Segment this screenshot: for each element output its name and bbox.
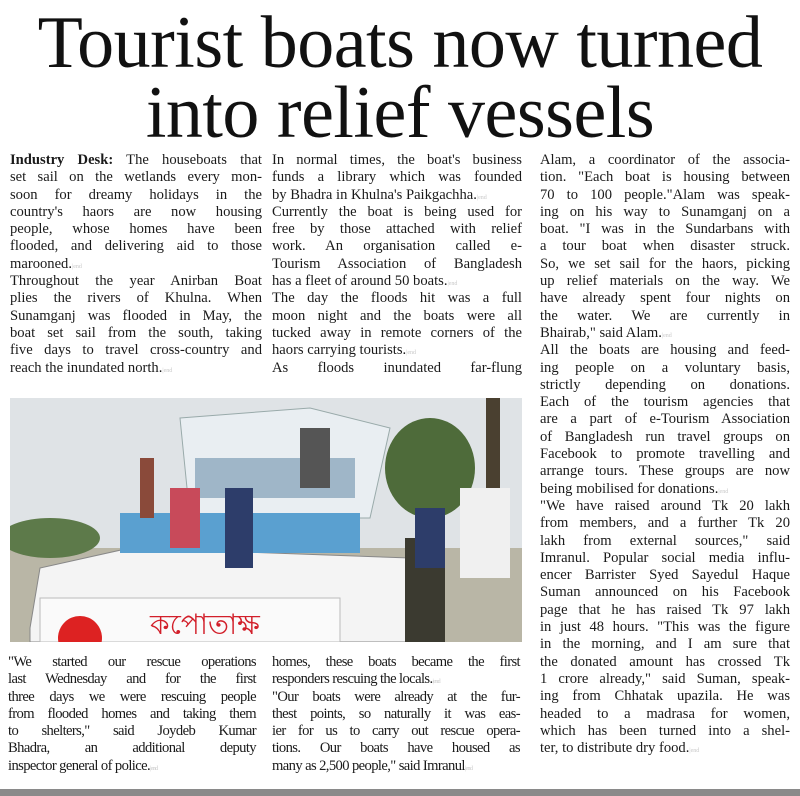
- text-line: boat. "I was in the Sundarbans with: [540, 221, 790, 238]
- text-line: "Our boats were already at the fur-: [272, 688, 520, 705]
- text-line: country's haors are now housing: [10, 203, 262, 220]
- text-line: So, we set sail for the haors, picking: [540, 255, 790, 272]
- paragraph-end-marker: |end: [150, 765, 158, 772]
- paragraph-end-marker: |end: [447, 281, 458, 288]
- text-line: Sunamganj was flooded in May, the: [10, 307, 262, 324]
- text-line: 1 crore already," said Suman, speak-: [540, 670, 790, 687]
- text-line: tions. Our boats have housed as: [272, 740, 520, 757]
- paragraph-end-marker: |end: [661, 332, 672, 339]
- text-line: ter, to distribute dry food.|end: [540, 740, 700, 757]
- news-photo-boat: [10, 398, 522, 642]
- text-line: Alam, a coordinator of the associa-: [540, 152, 790, 168]
- text-line: in just 48 hours. "This was the figure: [540, 619, 790, 636]
- text-line: are a part of e-Tourism Association: [540, 411, 790, 428]
- paragraph-end-marker: |end: [476, 194, 487, 201]
- text-line: The day the floods hit was a full: [272, 290, 522, 307]
- text-line: the water. We are currently in: [540, 307, 790, 324]
- text-line: ier for us to carry out rescue opera-: [272, 723, 520, 740]
- text-line: in the morning, and I am sure that: [540, 636, 790, 653]
- article-column-1: [10, 152, 262, 377]
- article-column-3: [540, 152, 790, 757]
- text-line: page that he has raised Tk 97 lakh: [540, 601, 790, 618]
- text-line: Bhairab," said Alam.|end: [540, 324, 672, 341]
- byline: Industry Desk:: [10, 152, 114, 168]
- text-line: As floods inundated far-flung: [272, 359, 522, 376]
- article-column-2-bottom: [272, 654, 520, 775]
- text-line: Throughout the year Anirban Boat: [10, 273, 262, 290]
- text-line: Suman announced on his Facebook: [540, 584, 790, 601]
- text-line: homes, these boats became the first: [272, 654, 520, 670]
- text-line: from flooded homes and taking them: [8, 705, 256, 722]
- text-line: five days to travel cross-country and: [10, 342, 262, 359]
- paragraph-end-marker: |end: [432, 679, 440, 686]
- text-line: has a fleet of around 50 boats.|end: [272, 273, 458, 290]
- text-line: last Wednesday and for the first: [8, 671, 256, 688]
- text-line: encer Barrister Syed Sayedul Haque: [540, 567, 790, 584]
- text-line: flooded, and delivering aid to those: [10, 238, 262, 255]
- text-line: free by those attached with relief: [272, 221, 522, 238]
- text-line: arrange tours. These groups are now: [540, 463, 790, 480]
- text-line: responders rescuing the locals.|end: [272, 671, 440, 688]
- text-line: soon for dreamy holidays in the: [10, 186, 262, 203]
- text-line: boat set sail from the south, taking: [10, 324, 262, 341]
- text-line: a tour boat when disaster struck.: [540, 238, 790, 255]
- text-line: "We have raised around Tk 20 lakh: [540, 497, 790, 514]
- text-line: strictly depending on donations.: [540, 376, 790, 393]
- text-line: Bhadra, an additional deputy: [8, 740, 256, 757]
- article-column-1-bottom: [8, 654, 256, 775]
- text-line: to shelters," said Joydeb Kumar: [8, 723, 256, 740]
- text-line: reach the inundated north.|end: [10, 359, 173, 376]
- text-line: Tourism Association of Bangladesh: [272, 255, 522, 272]
- text-line: lakh from external sources," said: [540, 532, 790, 549]
- text-line: the donated amount has crossed Tk: [540, 653, 790, 670]
- page-bottom-rule: [0, 789, 800, 796]
- text-line: being mobilised for donations.|end: [540, 480, 729, 497]
- boat-sign-text: কপোতাক্ষ: [150, 608, 260, 641]
- text-line: marooned.|end: [10, 255, 82, 272]
- text-line: from members, and a further Tk 20: [540, 515, 790, 532]
- text-line: many as 2,500 people," said Imranul|end: [272, 757, 473, 774]
- paragraph-end-marker: |end: [464, 765, 473, 772]
- paragraph-end-marker: |end: [72, 263, 82, 270]
- text-line: inspector general of police.|end: [8, 757, 158, 774]
- text-line: ing people on a voluntary basis,: [540, 359, 790, 376]
- text-line: Industry Desk: The houseboats that: [10, 152, 262, 168]
- text-line: ing from Chhatak upazila. He was: [540, 688, 790, 705]
- text-line: up relief materials on the way. We: [540, 273, 790, 290]
- paragraph-end-marker: |end: [162, 367, 173, 374]
- paragraph-end-marker: |end: [406, 350, 417, 357]
- text-line: Currently the boat is being used for: [272, 203, 522, 220]
- text-line: set sail on the wetlands every mon-: [10, 169, 262, 186]
- text-line: Facebook to promote travelling and: [540, 446, 790, 463]
- paragraph-end-marker: |end: [718, 488, 729, 495]
- text-line: tion. "Each boat is housing between: [540, 169, 790, 186]
- text-line: plies the rivers of Khulna. When: [10, 290, 262, 307]
- text-line: by Bhadra in Khulna's Paikgachha.|end: [272, 186, 487, 203]
- text-line: three days we were rescuing people: [8, 688, 256, 705]
- text-line: 70 to 100 people."Alam was speak-: [540, 186, 790, 203]
- headline-line-1: Tourist boats now turned: [37, 2, 763, 84]
- text-line: work. An organisation called e-: [272, 238, 522, 255]
- text-line: ing on his way to Sunamganj on a: [540, 203, 790, 220]
- text-line: Each of the tourism agencies that: [540, 394, 790, 411]
- text-line: funds a library which was founded: [272, 169, 522, 186]
- text-line: "We started our rescue operations: [8, 654, 256, 670]
- text-line: people, whose homes have been: [10, 221, 262, 238]
- text-line: have already spent four nights on: [540, 290, 790, 307]
- article-column-2: [272, 152, 522, 377]
- text-line: In normal times, the boat's business: [272, 152, 522, 168]
- paragraph-end-marker: |end: [689, 748, 700, 755]
- text-line: thest points, so naturally it was eas-: [272, 705, 520, 722]
- text-line: Imranul. Popular social media influ-: [540, 549, 790, 566]
- text-line: tucked away in remote corners of the: [272, 324, 522, 341]
- text-line: haors carrying tourists.|end: [272, 342, 417, 359]
- text-line: headed to a madrasa for women,: [540, 705, 790, 722]
- text-line: All the boats are housing and feed-: [540, 342, 790, 359]
- text-line: moon night and the boats were all: [272, 307, 522, 324]
- text-line: which has been turned into a shel-: [540, 722, 790, 739]
- text-line: of Bangladesh run travel groups on: [540, 428, 790, 445]
- headline-line-2: into relief vessels: [145, 72, 655, 154]
